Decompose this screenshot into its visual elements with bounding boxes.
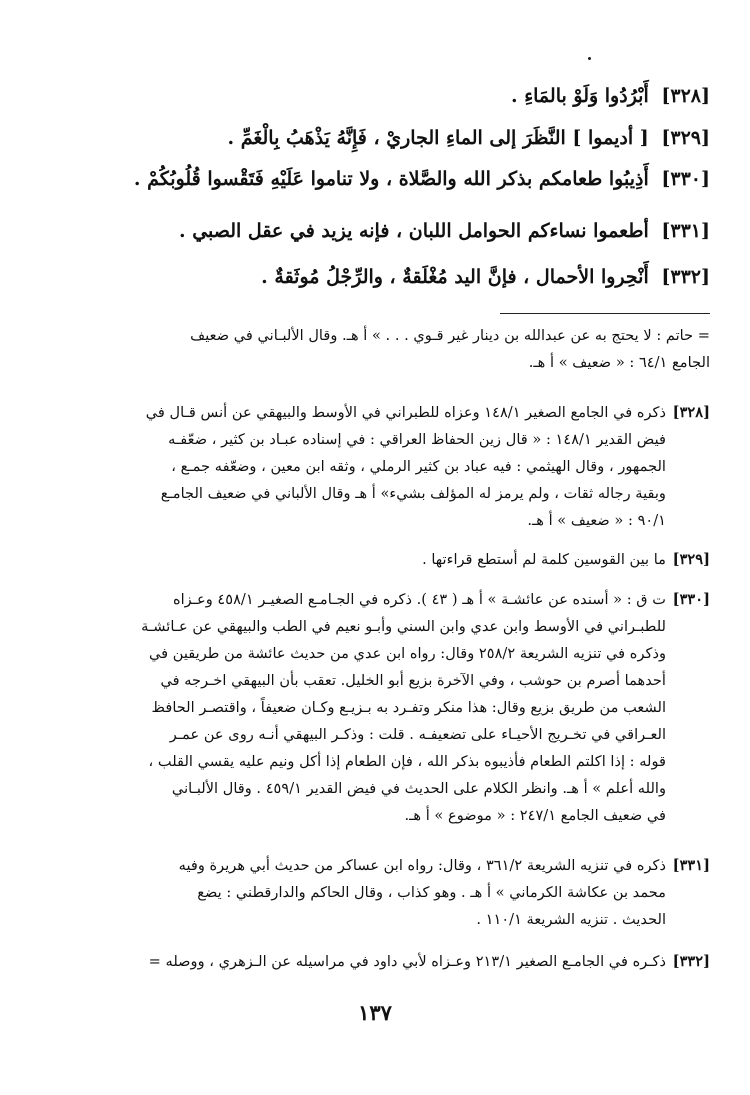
hadith-number: [٣٣١] bbox=[661, 220, 710, 242]
footnote-line: العـراقي في تخـريج الأحيـاء على تضعيفـه . قلت : وذكـر البيهقي أنـه روى عن عمـر bbox=[169, 726, 666, 743]
footnote-line: ذكره في الجامع الصغير ١٤٨/١ وعزاه للطبراني في الأوسط والبيهقي عن أنس قـال في bbox=[145, 404, 666, 421]
footnote-line: وذكره في تنزيه الشريعة ٢٥٨/٢ وقال: رواه ابن عدي من حديث عائشة من طريقين في bbox=[148, 645, 666, 662]
footnote-line: الشعب من طريق بزيع وقال: هذا منكر وتفـرد به بـزيـع وكـان ضعيفاً ، واقتصـر الحافظ bbox=[151, 699, 666, 716]
hadith-text: [ أديموا ] النَّظَرَ إلى الماءِ الجاريْ ، فَإِنَّهُ يَذْهَبُ بِالْغَمِّ . bbox=[227, 127, 649, 149]
hadith-number: [٣٣٠] bbox=[661, 168, 710, 190]
footnote-line: للطبـراني في الأوسط وابن عدي وابن السني وأبـو نعيم في الطب والبيهقي عن عـائشـة bbox=[141, 618, 666, 635]
hadith-number: [٣٣٢] bbox=[661, 266, 710, 288]
hadith-text: أطعموا نساءكم الحوامل اللبان ، فإنه يزيد في عقل الصبي . bbox=[178, 220, 649, 242]
footnote-line: ٩٠/١ : « ضعيف » أ هـ. bbox=[527, 512, 666, 529]
footnote-separator bbox=[500, 313, 710, 314]
footnote-continuation bbox=[42, 322, 710, 376]
footnote-330 bbox=[42, 586, 710, 829]
footnote-328 bbox=[42, 399, 710, 534]
footnote-number: [٣٢٨] bbox=[672, 404, 710, 421]
footnote-number: [٣٢٩] bbox=[672, 551, 710, 568]
footnote-number: [٣٣٢] bbox=[672, 953, 710, 970]
footnote-line: محمد بن عكاشة الكرماني » أ هـ . وهو كذاب ، وقال الحاكم والدارقطني : يضع bbox=[197, 884, 666, 901]
hadith-text: أَذِيبُوا طعامكم بذكر الله والصَّلاة ، ولا تناموا عَلَيْهِ فَتَقْسوا قُلُوبُكُمْ . bbox=[133, 168, 649, 190]
hadith-330 bbox=[40, 164, 710, 194]
hadith-332 bbox=[40, 262, 710, 292]
footnote-line: في ضعيف الجامع ٢٤٧/١ : « موضوع » أ هـ. bbox=[404, 807, 666, 824]
hadith-329 bbox=[40, 123, 710, 153]
footnote-line: ذكـره في الجامـع الصغير ٢١٣/١ وعـزاه لأبي داود في مراسيله عن الـزهري ، ووصله = bbox=[148, 953, 666, 970]
footnote-line: وبقية رجاله ثقات ، ولم يرمز له المؤلف بشيء» أ هـ وقال الألباني في ضعيف الجامـع bbox=[160, 485, 666, 502]
hadith-text: أَبْرُدُوا وَلَوْ بالمَاءِ . bbox=[510, 85, 649, 107]
hadith-number: [٣٢٨] bbox=[661, 85, 710, 107]
footnote-line: = حاتم : لا يحتج به عن عبدالله بن دينار غير قـوي . . . » أ هـ. وقال الألبـاني في ضعيف bbox=[190, 327, 710, 344]
page-number: ١٣٧ bbox=[358, 1000, 392, 1025]
footnote-line: الجمهور ، وقال الهيثمي : فيه عباد بن كثير الرملي ، وثقه ابن معين ، وضعّفه جمـع ، bbox=[171, 458, 666, 475]
ornament-dot bbox=[588, 57, 591, 60]
footnote-line: أحدهما أصرم بن حوشب ، وفي الآخرة بزيع أبو الخليل. تعقب بأن البيهقي اخـرجه في bbox=[160, 672, 666, 689]
footnote-line: الجامع ٦٤/١ : « ضعيف » أ هـ. bbox=[528, 354, 710, 371]
footnote-line: قوله : إذا اكلتم الطعام فأذيبوه بذكر الله ، فإن الطعام إذا أكل ونيم عليه يقسي القلب ، bbox=[148, 753, 666, 770]
footnote-number: [٣٣٠] bbox=[672, 591, 710, 608]
hadith-328 bbox=[40, 81, 710, 111]
hadith-331 bbox=[40, 216, 710, 246]
footnote-329 bbox=[42, 546, 710, 573]
footnote-331 bbox=[42, 852, 710, 933]
footnote-line: ذكره في تنزيه الشريعة ٣٦١/٢ ، وقال: رواه ابن عساكر من حديث أبي هريرة وفيه bbox=[178, 857, 666, 874]
hadith-number: [٣٢٩] bbox=[661, 127, 710, 149]
footnote-line: فيض القدير ١٤٨/١ : « قال زين الحفاظ العراقي : في إسناده عبـاد بن كثير ، ضعّفـه bbox=[168, 431, 666, 448]
footnote-line: ما بين القوسين كلمة لم أستطع قراءتها . bbox=[422, 551, 666, 568]
footnote-line: ت ق : « أسنده عن عائشـة » أ هـ ( ٤٣ ). ذكره في الجـامـع الصغيـر ٤٥٨/١ وعـزاه bbox=[172, 591, 666, 608]
hadith-text: أَنْحِروا الأحمال ، فإنَّ اليد مُغْلَقةٌ ، والرِّجْلُ مُوثَقةٌ . bbox=[261, 266, 649, 288]
footnote-line: والله أعلم » أ هـ. وانظر الكلام على الحديث في فيض القدير ٤٥٩/١ . وقال الألبـاني bbox=[171, 780, 666, 797]
footnote-number: [٣٣١] bbox=[672, 857, 710, 874]
footnote-332 bbox=[42, 948, 710, 975]
footnote-line: الحديث . تنزيه الشريعة ١١٠/١ . bbox=[476, 911, 666, 928]
